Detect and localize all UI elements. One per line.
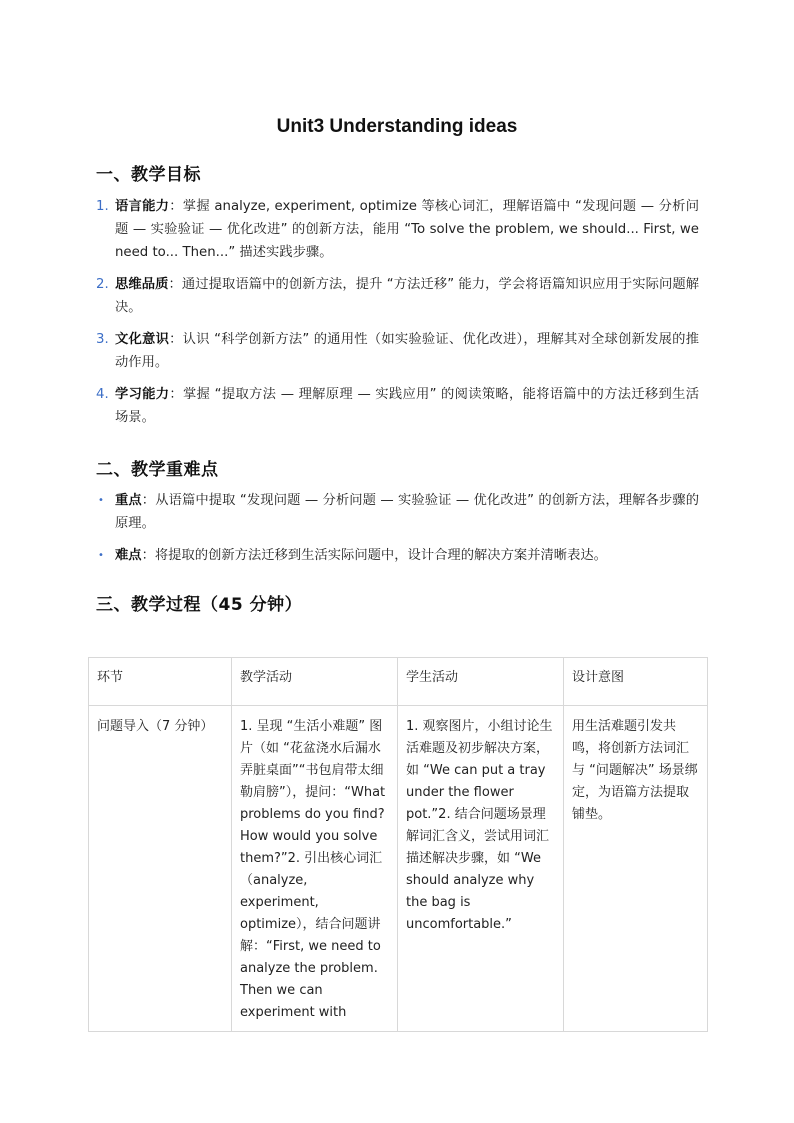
objective-item: 3. 文化意识：认识 “科学创新方法” 的通用性（如实验验证、优化改进），理解其对全球创新发展的推动作用。 — [96, 332, 699, 370]
table-header-cell: 设计意图 — [564, 658, 708, 706]
teaching-process-table — [88, 657, 708, 1032]
table-cell-stage: 问题导入（7 分钟） — [89, 706, 232, 1032]
section-heading-process: 三、教学过程（45 分钟） — [96, 595, 303, 615]
table-row — [89, 706, 708, 1032]
section-heading-objectives: 一、教学目标 — [96, 165, 201, 185]
objective-item: 1. 语言能力：掌握 analyze, experiment, optimize 等核心词汇，理解语篇中 “发现问题 — 分析问题 — 实验验证 — 优化改进” 的创新方法，能用 “To solve the problem, we should... First, we need to... Then...” 描述实践步骤。 — [96, 199, 699, 260]
key-point-item: • 难点：将提取的创新方法迁移到生活实际问题中，设计合理的解决方案并清晰表达。 — [98, 548, 607, 563]
table-header-cell: 环节 — [89, 658, 232, 706]
objective-item: 2. 思维品质：通过提取语篇中的创新方法，提升 “方法迁移” 能力，学会将语篇知识应用于实际问题解决。 — [96, 277, 700, 315]
document-title: Unit3 Understanding ideas — [276, 116, 518, 137]
table-cell-design-intent: 用生活难题引发共鸣，将创新方法词汇与 “问题解决” 场景绑定，为语篇方法提取铺垫。 — [564, 706, 708, 1032]
table-header-cell: 教学活动 — [232, 658, 398, 706]
section-heading-key-points: 二、教学重难点 — [96, 460, 219, 480]
key-points-list — [96, 489, 699, 567]
table-header-cell: 学生活动 — [398, 658, 564, 706]
table-cell-teacher-activity: 1. 呈现 “生活小难题” 图片（如 “花盆浇水后漏水弄脏桌面”“书包肩带太细勒肩膀”），提问：“What problems do you find? How would you solve them?”2. 引出核心词汇（analyze, experiment, optimize），结合问题讲解：“First, we need to analyze the problem. Then we can experiment with — [232, 706, 398, 1032]
objectives-list — [96, 195, 699, 429]
table-cell-student-activity: 1. 观察图片，小组讨论生活难题及初步解决方案，如 “We can put a tray under the flower pot.”2. 结合问题场景理解词汇含义，尝试用词汇描述解决步骤，如 “We should analyze why the bag is uncomfortable.” — [398, 706, 564, 1032]
table-header-row — [89, 658, 708, 706]
objective-item: 4. 学习能力：掌握 “提取方法 — 理解原理 — 实践应用” 的阅读策略，能将语篇中的方法迁移到生活场景。 — [96, 387, 700, 425]
key-point-item: • 重点：从语篇中提取 “发现问题 — 分析问题 — 实验验证 — 优化改进” 的创新方法，理解各步骤的原理。 — [98, 493, 699, 531]
